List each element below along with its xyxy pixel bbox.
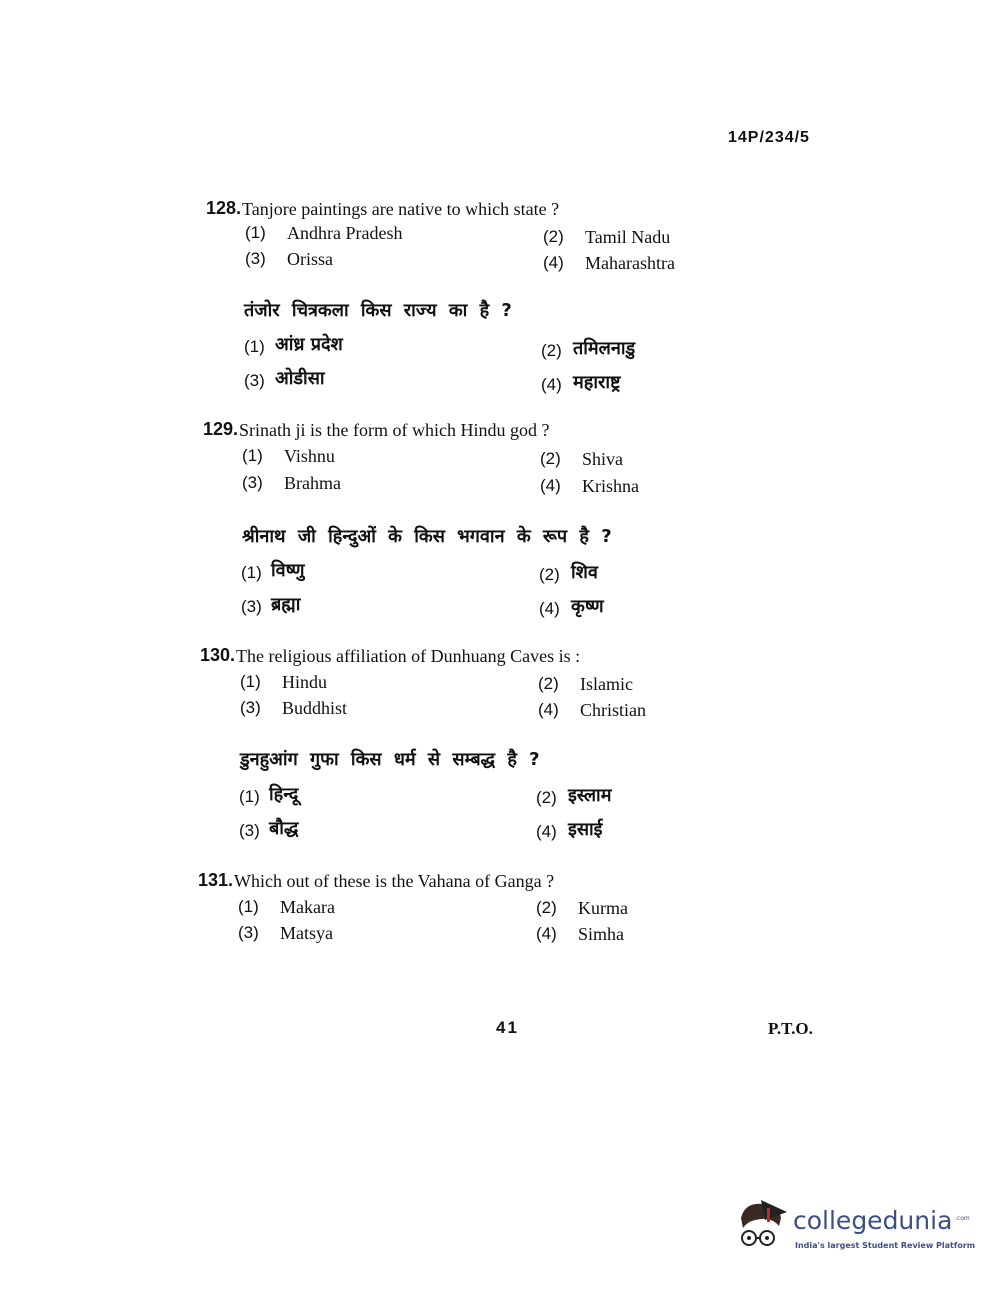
option-label: (4) — [543, 253, 564, 272]
question-number: 129. — [203, 419, 239, 439]
option-text-en: Vishnu — [284, 446, 335, 466]
question-number: 130. — [200, 645, 236, 665]
pto-label: P.T.O. — [768, 1019, 813, 1038]
option-label: (1) — [238, 897, 259, 916]
option-label: (4) — [538, 700, 559, 719]
option-text-en: Maharashtra — [585, 253, 675, 273]
option-text-en: Hindu — [282, 672, 327, 692]
option-label: (4) — [539, 599, 560, 618]
option-text-en: Brahma — [284, 473, 341, 493]
option-label: (1) — [240, 672, 261, 691]
brand-name: collegedunia — [793, 1206, 953, 1235]
option-text-en: Kurma — [578, 898, 628, 918]
option-label: (4) — [540, 476, 561, 495]
option-label: (2) — [536, 788, 557, 807]
option-label: (2) — [541, 341, 562, 360]
option-label: (3) — [240, 698, 261, 717]
question-text-en: Tanjore paintings are native to which state ? — [242, 199, 560, 219]
option-label: (2) — [539, 565, 560, 584]
option-text-en: Krishna — [582, 476, 639, 496]
option-label: (3) — [245, 249, 266, 268]
option-label: (2) — [543, 227, 564, 246]
option-text-hi: महाराष्ट्र — [573, 372, 621, 393]
option-text-en: Tamil Nadu — [585, 227, 671, 247]
collegedunia-watermark — [735, 1196, 976, 1260]
option-label: (4) — [541, 375, 562, 394]
question-number: 131. — [198, 870, 234, 890]
option-text-hi: आंध्र प्रदेश — [275, 334, 343, 355]
option-text-en: Makara — [280, 897, 335, 917]
option-text-hi: बौद्ध — [269, 818, 299, 839]
brand-suffix: .com — [955, 1215, 970, 1222]
page-number: 41 — [496, 1018, 519, 1037]
option-text-hi: विष्णु — [271, 560, 305, 581]
option-text-hi: ब्रह्मा — [271, 594, 301, 615]
option-label: (4) — [536, 822, 557, 841]
question-text-en: Which out of these is the Vahana of Ganga ? — [234, 871, 555, 891]
question-number: 128. — [206, 198, 242, 218]
question-text-en: The religious affiliation of Dunhuang Caves is : — [236, 646, 581, 666]
option-text-en: Buddhist — [282, 698, 348, 718]
option-label: (4) — [536, 924, 557, 943]
option-text-hi: इस्लाम — [568, 785, 612, 806]
option-text-en: Christian — [580, 700, 646, 720]
option-label: (2) — [540, 449, 561, 468]
brand-tagline: India's largest Student Review Platform — [795, 1241, 976, 1250]
option-label: (2) — [538, 674, 559, 693]
question-text-hi: डुनहुआंग गुफा किस धर्म से सम्बद्ध है ? — [240, 749, 540, 770]
option-text-hi: हिन्दू — [269, 784, 299, 805]
option-label: (2) — [536, 898, 557, 917]
option-text-hi: तमिलनाडु — [573, 338, 636, 359]
question-text-en: Srinath ji is the form of which Hindu god ? — [239, 420, 550, 440]
option-label: (3) — [238, 923, 259, 942]
paper-code: 14P/234/5 — [728, 129, 810, 146]
option-text-hi: ओडीसा — [275, 368, 325, 389]
option-text-en: Islamic — [580, 674, 633, 694]
option-label: (3) — [244, 371, 265, 390]
option-label: (3) — [239, 821, 260, 840]
option-text-hi: कृष्ण — [571, 596, 604, 617]
option-text-en: Matsya — [280, 923, 333, 943]
option-text-hi: शिव — [571, 562, 598, 583]
option-text-en: Andhra Pradesh — [287, 223, 403, 243]
option-text-hi: इसाई — [568, 819, 603, 840]
option-label: (1) — [245, 223, 266, 242]
mascot-logo-icon — [735, 1196, 791, 1256]
option-label: (1) — [241, 563, 262, 582]
option-text-en: Orissa — [287, 249, 333, 269]
option-text-en: Simha — [578, 924, 625, 944]
option-label: (1) — [242, 446, 263, 465]
option-text-en: Shiva — [582, 449, 624, 469]
question-text-hi: श्रीनाथ जी हिन्दुओं के किस भगवान के रूप है ? — [242, 526, 612, 547]
option-label: (3) — [242, 473, 263, 492]
option-label: (3) — [241, 597, 262, 616]
option-label: (1) — [244, 337, 265, 356]
question-text-hi: तंजोर चित्रकला किस राज्य का है ? — [244, 300, 512, 321]
option-label: (1) — [239, 787, 260, 806]
